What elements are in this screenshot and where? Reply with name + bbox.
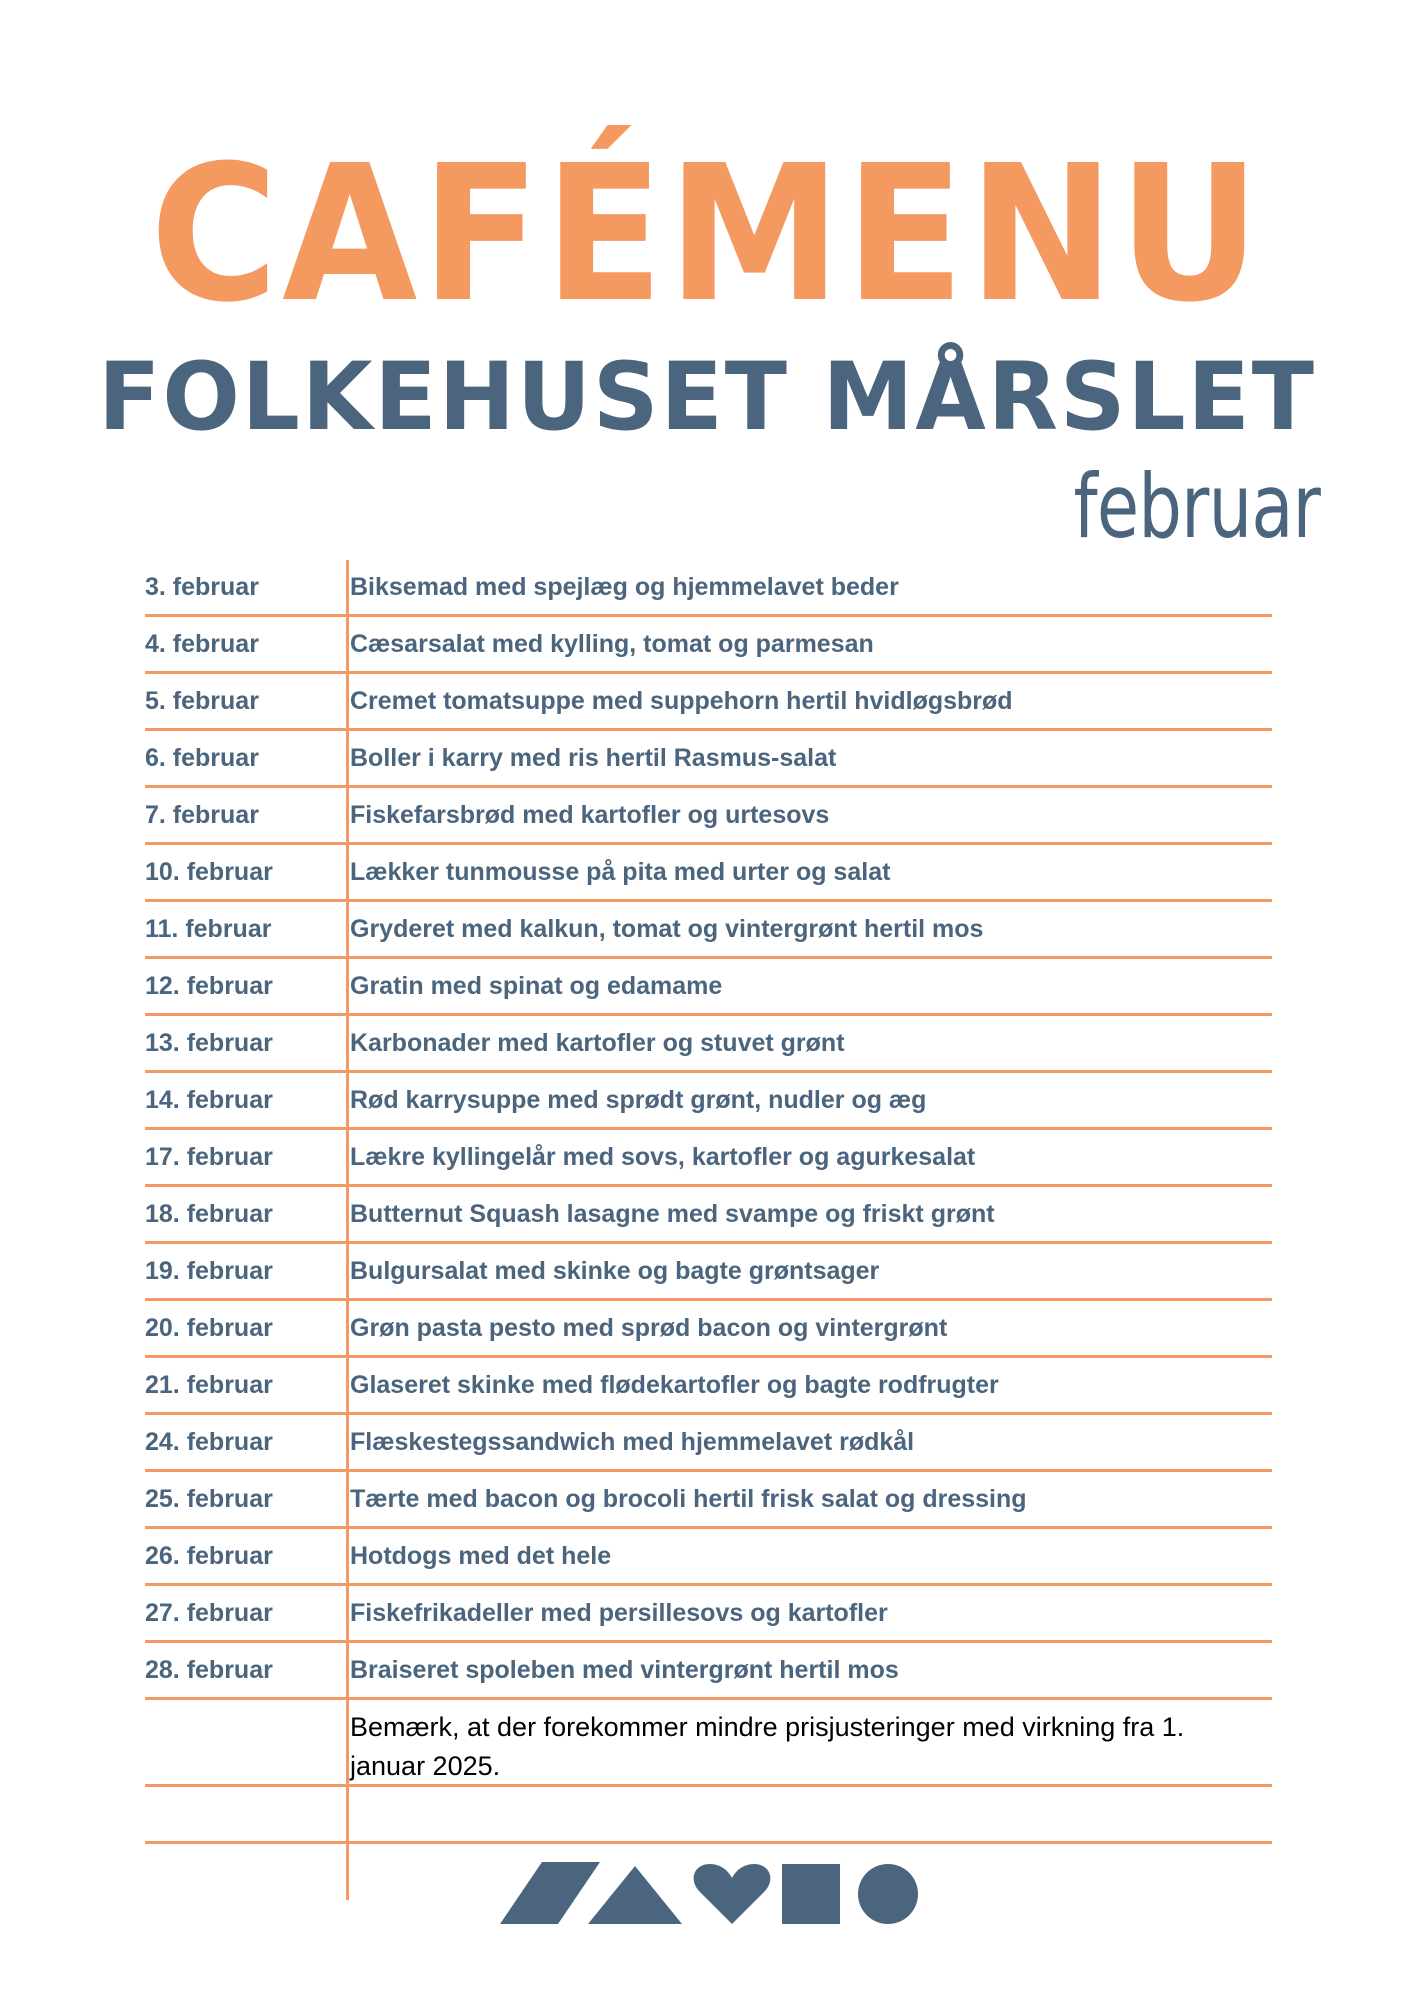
menu-date: 26. februar [145, 1542, 273, 1570]
menu-row [145, 1415, 1272, 1472]
price-note: Bemærk, at der forekommer mindre prisjusteringer med virkning fra 1. januar 2025. [350, 1712, 1185, 1781]
menu-row [145, 1244, 1272, 1301]
menu-row [145, 1643, 1272, 1700]
menu-date: 25. februar [145, 1485, 273, 1513]
menu-row [145, 1529, 1272, 1586]
menu-date: 4. februar [145, 630, 259, 658]
menu-dish: Fiskefarsbrød med kartofler og urtesovs [350, 801, 830, 829]
menu-row [145, 1016, 1272, 1073]
menu-row [145, 1187, 1272, 1244]
menu-dish: Glaseret skinke med flødekartofler og bagte rodfrugter [350, 1371, 999, 1399]
menu-date: 6. februar [145, 744, 259, 772]
menu-dish: Gryderet med kalkun, tomat og vintergrønt hertil mos [350, 915, 984, 943]
menu-dish: Karbonader med kartofler og stuvet grønt [350, 1029, 845, 1057]
menu-row [145, 674, 1272, 731]
menu-date: 5. februar [145, 687, 259, 715]
menu-row [145, 1073, 1272, 1130]
menu-date: 13. februar [145, 1029, 273, 1057]
menu-row [145, 1586, 1272, 1643]
menu-row [145, 617, 1272, 674]
menu-date: 7. februar [145, 801, 259, 829]
menu-date: 19. februar [145, 1257, 273, 1285]
menu-dish: Butternut Squash lasagne med svampe og friskt grønt [350, 1200, 995, 1228]
menu-dish: Cremet tomatsuppe med suppehorn hertil hvidløgsbrød [350, 687, 1013, 715]
blank-row [145, 1787, 1272, 1844]
circle-icon [858, 1864, 918, 1924]
menu-row [145, 902, 1272, 959]
menu-date: 10. februar [145, 858, 273, 886]
menu-dish: Tærte med bacon og brocoli hertil frisk salat og dressing [350, 1485, 1027, 1513]
menu-row [145, 1301, 1272, 1358]
menu-dish: Bulgursalat med skinke og bagte grøntsager [350, 1257, 880, 1285]
menu-dish: Biksemad med spejlæg og hjemmelavet beder [350, 573, 899, 601]
menu-row [145, 1130, 1272, 1187]
menu-dish: Boller i karry med ris hertil Rasmus-salat [350, 744, 837, 772]
menu-dish: Lækker tunmousse på pita med urter og salat [350, 858, 891, 886]
logo-shapes [500, 1862, 920, 1924]
menu-date: 20. februar [145, 1314, 273, 1342]
menu-dish: Fiskefrikadeller med persillesovs og kartofler [350, 1599, 888, 1627]
square-icon [782, 1864, 840, 1924]
mountain-icon [588, 1866, 682, 1924]
month-label: februar [1073, 455, 1320, 558]
parallelogram-icon [500, 1862, 600, 1924]
menu-dish: Rød karrysuppe med sprødt grønt, nudler og æg [350, 1086, 927, 1114]
menu-dish: Gratin med spinat og edamame [350, 972, 723, 1000]
menu-row [145, 959, 1272, 1016]
menu-date: 17. februar [145, 1143, 273, 1171]
menu-date: 12. februar [145, 972, 273, 1000]
menu-date: 27. februar [145, 1599, 273, 1627]
menu-date: 11. februar [145, 915, 272, 943]
menu-row [145, 731, 1272, 788]
menu-dish: Hotdogs med det hele [350, 1542, 612, 1570]
page-subtitle: FOLKEHUSET MÅRSLET [98, 343, 1316, 452]
menu-list [145, 560, 1272, 1844]
menu-row [145, 788, 1272, 845]
menu-date: 14. februar [145, 1086, 273, 1114]
menu-dish: Flæskestegssandwich med hjemmelavet rødkål [350, 1428, 915, 1456]
menu-row [145, 1472, 1272, 1529]
menu-dish: Lækre kyllingelår med sovs, kartofler og agurkesalat [350, 1143, 976, 1171]
heart-icon [694, 1864, 771, 1924]
menu-date: 28. februar [145, 1656, 273, 1684]
menu-dish: Grøn pasta pesto med sprød bacon og vintergrønt [350, 1314, 948, 1342]
menu-row [145, 1358, 1272, 1415]
menu-row [145, 845, 1272, 902]
menu-date: 21. februar [145, 1371, 273, 1399]
menu-date: 18. februar [145, 1200, 273, 1228]
menu-date: 3. februar [145, 573, 259, 601]
menu-dish: Braiseret spoleben med vintergrønt hertil mos [350, 1656, 899, 1684]
menu-date: 24. februar [145, 1428, 273, 1456]
menu-dish: Cæsarsalat med kylling, tomat og parmesan [350, 630, 874, 658]
page-title: CAFÉMENU [150, 125, 1264, 344]
note-row [145, 1700, 1272, 1787]
menu-row [145, 560, 1272, 617]
